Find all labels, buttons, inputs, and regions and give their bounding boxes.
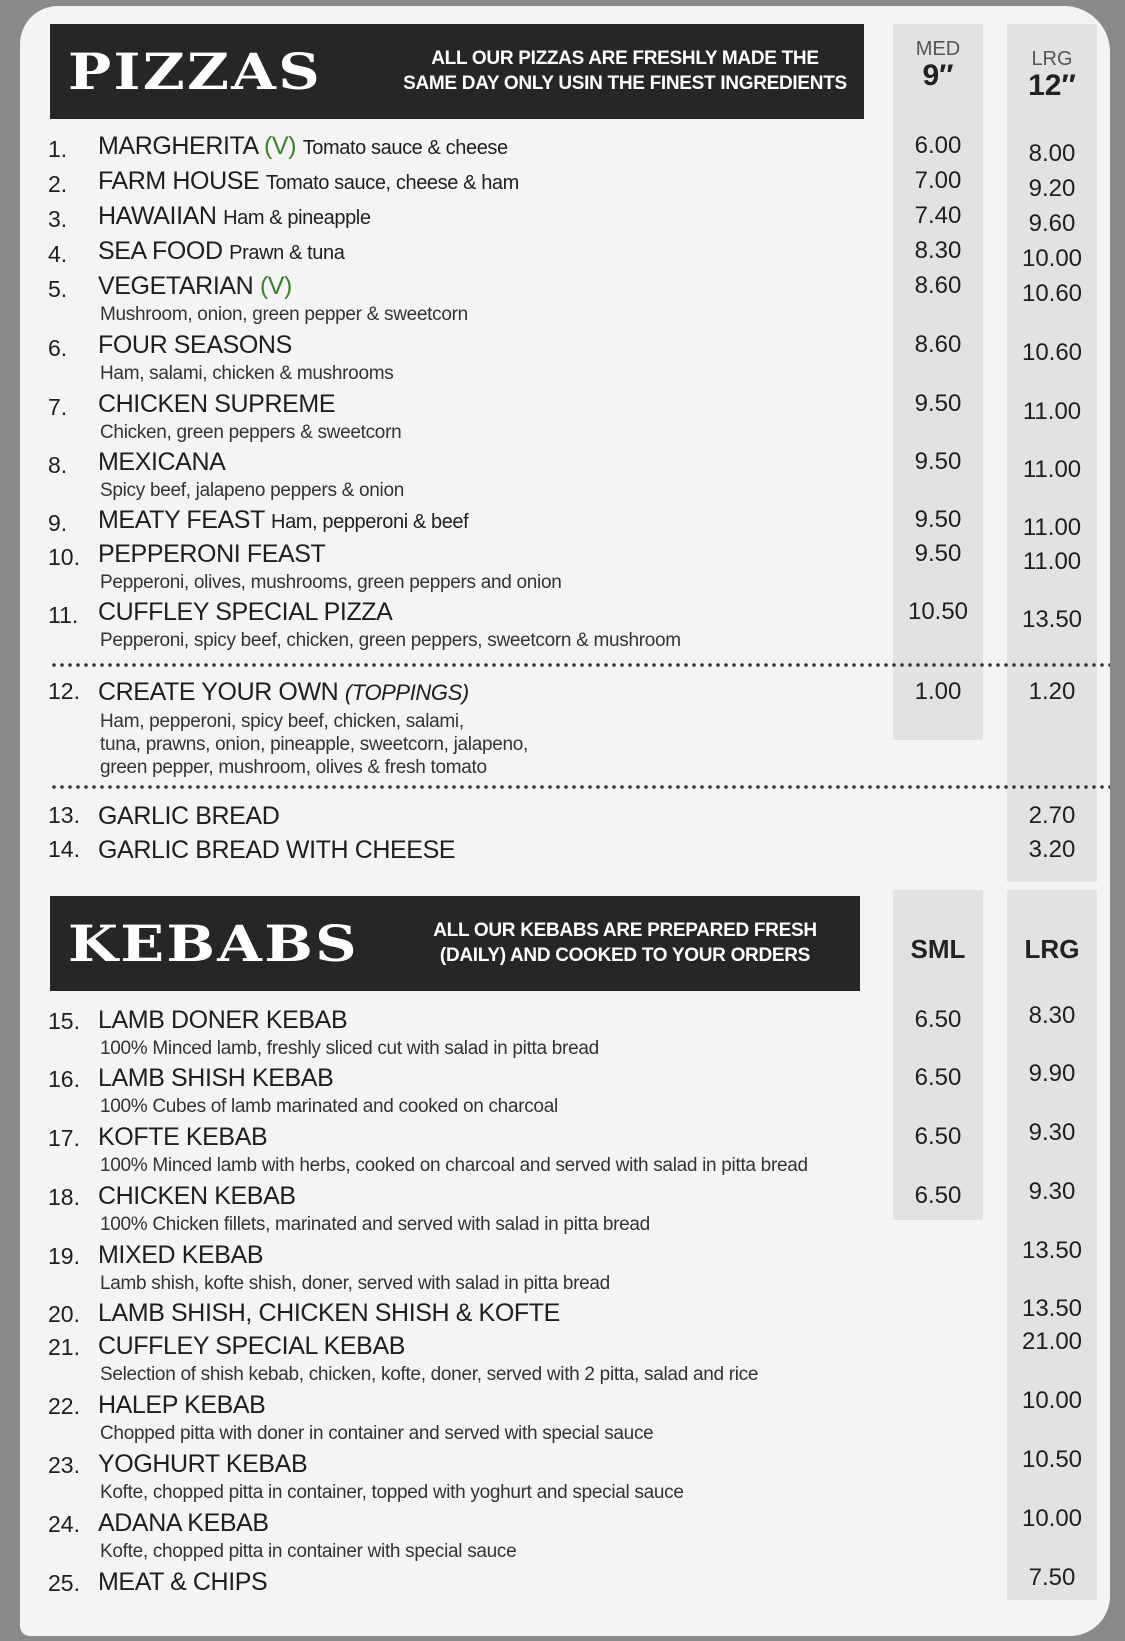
item-number: 9. (48, 510, 68, 536)
item-number: 4. (48, 241, 68, 267)
sml-price: 6.50 (914, 1182, 962, 1209)
item-description: Ham & pineapple (223, 207, 371, 229)
item-name: PEPPERONI FEAST (98, 540, 326, 568)
item-description: Chicken, green peppers & sweetcorn (100, 422, 402, 443)
item-name: LAMB SHISH, CHICKEN SHISH & KOFTE (98, 1299, 560, 1327)
kebab-lrg-column-header: LRG (1024, 934, 1080, 964)
vegetarian-badge: (V) (264, 132, 297, 160)
med-price: 8.60 (914, 272, 962, 299)
lrg-price: 13.50 (1021, 1295, 1083, 1322)
item-description: 100% Minced lamb with herbs, cooked on charcoal and served with salad in pitta bread (100, 1155, 808, 1176)
item-name: LAMB SHISH KEBAB (98, 1064, 334, 1092)
item-number: 6. (48, 335, 68, 361)
kebabs-tagline: ALL OUR KEBABS ARE PREPARED FRESH (DAILY) AND COOKED TO YOUR ORDERS (433, 920, 817, 966)
lrg-price: 8.30 (1028, 1002, 1076, 1029)
item-name: MEAT & CHIPS (98, 1568, 268, 1596)
item-number: 2. (48, 171, 68, 197)
lrg-price: 9.20 (1028, 175, 1076, 202)
item-number: 11. (48, 602, 79, 628)
item-number: 25. (48, 1570, 80, 1596)
item-number: 17. (48, 1125, 80, 1151)
lrg-price: 10.00 (1021, 245, 1083, 272)
item-name: SEA FOOD Prawn & tuna (98, 237, 345, 265)
item-number: 1. (48, 136, 68, 162)
item-name: HALEP KEBAB (98, 1391, 266, 1419)
item-description: Kofte, chopped pitta in container with special sauce (100, 1541, 517, 1562)
dotted-divider (50, 662, 1110, 668)
item-description: 100% Cubes of lamb marinated and cooked on charcoal (100, 1096, 558, 1117)
item-name: MEATY FEAST Ham, pepperoni & beef (98, 506, 469, 534)
lrg-price: 9.60 (1028, 210, 1076, 237)
lrg-price: 11.00 (1022, 398, 1082, 425)
item-name: YOGHURT KEBAB (98, 1450, 308, 1478)
lrg-price: 7.50 (1028, 1564, 1076, 1591)
item-number: 15. (48, 1008, 80, 1034)
med-column-header: MED 9″ (915, 38, 961, 92)
item-description: Kofte, chopped pitta in container, topped with yoghurt and special sauce (100, 1482, 684, 1503)
pizzas-title: PIZZAS (68, 42, 323, 101)
item-name: VEGETARIAN (V) (98, 272, 292, 300)
item-name: KOFTE KEBAB (98, 1123, 268, 1151)
pizzas-banner (50, 24, 864, 119)
item-number: 3. (48, 206, 68, 232)
item-name: CHICKEN KEBAB (98, 1182, 296, 1210)
item-description: Pepperoni, spicy beef, chicken, green peppers, sweetcorn & mushroom (100, 630, 681, 651)
pizzas-tagline: ALL OUR PIZZAS ARE FRESHLY MADE THE SAME DAY ONLY USIN THE FINEST INGREDIENTS (403, 48, 847, 94)
lrg-price: 10.00 (1021, 1505, 1083, 1532)
item-description: Tomato sauce & cheese (302, 137, 508, 159)
item-number: 10. (48, 544, 80, 570)
med-price: 6.00 (914, 132, 962, 159)
lrg-price: 9.30 (1028, 1178, 1076, 1205)
item-number: 8. (48, 452, 68, 478)
med-price: 9.50 (914, 540, 962, 567)
med-price: 9.50 (914, 448, 962, 475)
item-description: Ham, pepperoni & beef (271, 511, 469, 533)
lrg-price: 11.00 (1022, 514, 1082, 541)
lrg-price: 13.50 (1021, 606, 1083, 633)
med-price: 10.50 (907, 598, 969, 625)
item-description: Prawn & tuna (229, 242, 345, 264)
lrg-price: 10.60 (1021, 280, 1083, 307)
item-number: 16. (48, 1066, 80, 1092)
sml-price: 6.50 (914, 1006, 962, 1033)
lrg-price: 10.60 (1021, 339, 1083, 366)
kebabs-banner (50, 896, 860, 991)
item-description: Selection of shish kebab, chicken, kofte, doner, served with 2 pitta, salad and rice (100, 1364, 759, 1385)
med-price: 7.00 (914, 167, 962, 194)
med-price: 8.30 (914, 237, 962, 264)
med-price: 9.50 (914, 506, 962, 533)
med-price: 8.60 (914, 331, 962, 358)
lrg-column-header: LRG 12″ (1028, 48, 1076, 102)
menu-page: PIZZAS ALL OUR PIZZAS ARE FRESHLY MADE THE SAME DAY ONLY USIN THE FINEST INGREDIENTS MED 9″ LRG 12″ 1. MARGHERITA (V) Tomato sauce & cheese 6.00 8.00 2. FARM HOUSE Tomato sauce, cheese & ham 7.00 9.20 3. HAWAIIAN Ham & pineapple 7.40 9.60 4. SEA FOOD Prawn & tuna 8.30 10.00 5. VEGETARIAN (V) Mushroom, onion, green pepper & sweetcorn 8.60 10.60 6. FOUR SEASONS Ham, salami, chicken & mushrooms 8.60 10.60 7. CHICKEN SUPREME Chicken, green peppers & sweetcorn 9.50 11.00 8. MEXICANA Spicy beef, jalapeno peppers & onion 9.50 11.00 9. MEATY FEAST Ham, pepperoni & beef 9.50 11.00 10. PEPPERONI FEAST Pepperoni, olives, mushrooms, green peppers and onion 9.50 11.00 11. CUFFLEY SPECIAL PIZZA Pepperoni, spicy beef, chicken, green peppers, sweetcorn & mushroom 10.50 13.50 12. CREATE YOUR OWN (TOPPINGS) 1.00 1.20 Ham, pepperoni, spicy beef, chicken, salami, tuna, prawns, onion, pineapple, sweetcorn, jalapeno, green pepper, mushroom, olives & fresh tomato 13. GARLIC BREAD 2.70 14. GARLIC BREAD WITH CHEESE 3.20 KEBABS ALL OUR KEBABS ARE PREPARED FRESH (DAILY) AND COOKED TO YOUR ORDERS SML LRG 15. LAMB DONER KEBAB 100% Minced lamb, freshly sliced cut with salad in pitta bread 6.50 8.30 16. LAMB SHISH KEBAB 100% Cubes of lamb marinated and cooked on charcoal 6.50 9.90 17. KOFTE KEBAB 100% Minced lamb with herbs, cooked on charcoal and served with salad in pitta bread 6.50 9.30 18. CHICKEN KEBAB 100% Chicken fillets, marinated and served with salad in pitta bread 6.50 9.30 19. MIXED KEBAB Lamb shish, kofte shish, doner, served with salad in pitta bread 13.50 20. LAMB SHISH, CHICKEN SHISH & KOFTE 13.50 21. CUFFLEY SPECIAL KEBAB Selection of shish kebab, chicken, kofte, doner, served with 2 pitta, salad and rice 21.00 22. HALEP KEBAB Chopped pitta with doner in container and served with special sauce 10.00 23. YOGHURT KEBAB Kofte, chopped pitta in container, topped with yoghurt and special sauce 10.50 24. ADANA KEBAB Kofte, chopped pitta in container with special sauce 10.00 25. MEAT & CHIPS 7.50 (20, 6, 1110, 1636)
item-name: FARM HOUSE Tomato sauce, cheese & ham (98, 167, 519, 195)
item-description: Pepperoni, olives, mushrooms, green peppers and onion (100, 572, 562, 593)
item-description: Spicy beef, jalapeno peppers & onion (100, 480, 404, 501)
item-name: CUFFLEY SPECIAL KEBAB (98, 1332, 405, 1360)
lrg-price: 8.00 (1028, 140, 1076, 167)
lrg-price: 9.90 (1028, 1060, 1076, 1087)
item-number: 18. (48, 1184, 80, 1210)
item-number: 22. (48, 1393, 80, 1419)
item-name: FOUR SEASONS (98, 331, 292, 359)
item-description: 100% Minced lamb, freshly sliced cut with salad in pitta bread (100, 1038, 599, 1059)
item-name: CHICKEN SUPREME (98, 390, 336, 418)
lrg-price: 9.30 (1028, 1119, 1076, 1146)
item-number: 19. (48, 1243, 80, 1269)
lrg-price: 10.00 (1021, 1387, 1083, 1414)
item-number: 20. (48, 1301, 80, 1327)
lrg-price: 11.00 (1022, 548, 1082, 575)
item-description: Mushroom, onion, green pepper & sweetcorn (100, 304, 468, 325)
item-number: 21. (48, 1334, 80, 1360)
item-description: Ham, salami, chicken & mushrooms (100, 363, 394, 384)
lrg-price: 10.50 (1021, 1446, 1083, 1473)
sml-price: 6.50 (914, 1064, 962, 1091)
lrg-price: 11.00 (1022, 456, 1082, 483)
item-name: ADANA KEBAB (98, 1509, 269, 1537)
vegetarian-badge: (V) (259, 272, 292, 300)
item-name: MIXED KEBAB (98, 1241, 264, 1269)
med-price: 7.40 (914, 202, 962, 229)
item-number: 23. (48, 1452, 80, 1478)
sml-price: 6.50 (914, 1123, 962, 1150)
item-name: MEXICANA (98, 448, 226, 476)
item-name: MARGHERITA (V) Tomato sauce & cheese (98, 132, 508, 160)
item-description: 100% Chicken fillets, marinated and served with salad in pitta bread (100, 1214, 650, 1235)
lrg-price: 13.50 (1021, 1237, 1083, 1264)
item-name: LAMB DONER KEBAB (98, 1006, 348, 1034)
item-name: CUFFLEY SPECIAL PIZZA (98, 598, 393, 626)
med-price: 9.50 (914, 390, 962, 417)
item-description: Lamb shish, kofte shish, doner, served with salad in pitta bread (100, 1273, 610, 1294)
item-number: 7. (48, 394, 68, 420)
item-description: Chopped pitta with doner in container and served with special sauce (100, 1423, 654, 1444)
item-name: HAWAIIAN Ham & pineapple (98, 202, 371, 230)
kebabs-title: KEBABS (68, 914, 359, 973)
item-description: Tomato sauce, cheese & ham (265, 172, 519, 194)
lrg-price: 21.00 (1021, 1328, 1083, 1355)
item-number: 24. (48, 1511, 80, 1537)
dotted-divider (50, 784, 1110, 790)
item-number: 5. (48, 276, 68, 302)
sml-column-header: SML (910, 934, 966, 964)
